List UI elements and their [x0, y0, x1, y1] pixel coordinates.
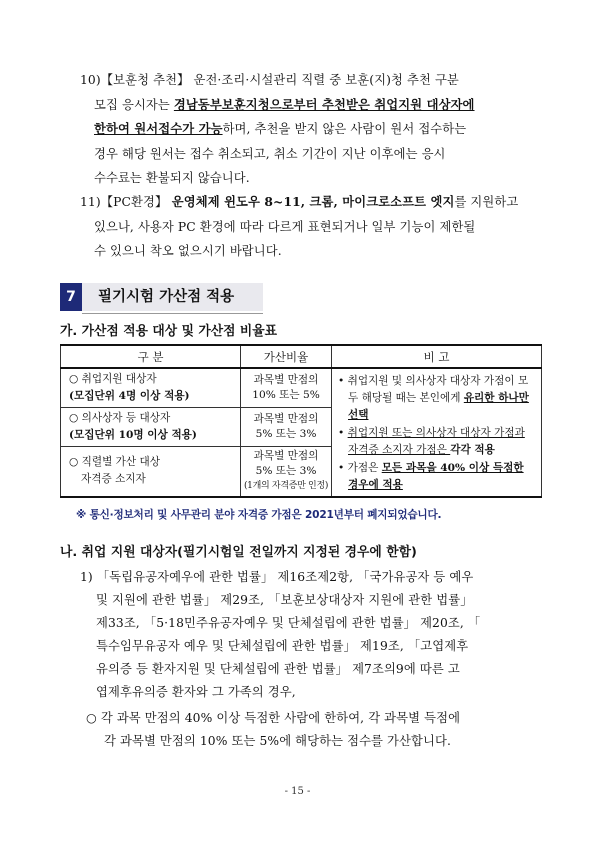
item-11-line-2: 있으나, 사용자 PC 환경에 따라 다르게 표현되거나 일부 기능이 제한될 — [94, 219, 476, 234]
rate-line: 과목별 만점의 — [253, 449, 319, 462]
item-11-line-3: 수 있으니 착오 없으시기 바랍니다. — [94, 244, 282, 258]
remark-emphasis: 유리한 하나만 선택 — [348, 392, 529, 421]
rate-line: 과목별 만점의 — [253, 412, 319, 425]
item-11 — [80, 190, 542, 264]
rate-line: 5% 또는 3% — [255, 464, 317, 477]
table-header-category: 구 분 — [61, 345, 241, 368]
subsection-b-title: 나. 취업 지원 대상자(필기시험일 전일까지 지정된 경우에 한함) — [60, 545, 417, 560]
remark-note: • 취업지원 또는 의사상자 대상자 가점과 자격증 소지자 가점은 각각 적용 — [338, 427, 525, 456]
remark-note: • 취업지원 및 의사상자 대상자 가점이 모두 해당될 때는 본인에게 유리한 하나만 선택 — [338, 375, 529, 421]
page-number: - 15 - — [284, 786, 311, 797]
table-cell-rate — [241, 407, 332, 446]
law-line: 「독립유공자예우에 관한 법률」 제16조제2항, 「국가유공자 등 예우 — [96, 570, 474, 584]
rate-line: (1개의 자격증만 인정) — [243, 480, 329, 491]
law-line: 제33조, 「5·18민주유공자예우 및 단체설립에 관한 법률」 제20조, 「 — [96, 616, 481, 630]
law-item-number: 1) — [80, 570, 93, 584]
item-10-line-3a: 한하여 원서접수가 가능 — [94, 121, 223, 136]
item-10-line-4: 경우 해당 원서는 접수 취소되고, 취소 기간이 지난 이후에는 응시 — [94, 146, 446, 161]
table-header-remarks: 비 고 — [332, 345, 542, 368]
section-number: 7 — [60, 283, 82, 311]
section-heading — [60, 283, 263, 311]
category-line: (모집단위 4명 이상 적용) — [69, 389, 190, 402]
remark-emphasis: 각각 적용 — [450, 444, 495, 456]
table-cell-category — [61, 407, 241, 446]
item-10-line-2a: 모집 응시자는 — [94, 97, 174, 112]
category-line: ○ 취업지원 대상자 — [69, 372, 157, 385]
table-row — [61, 368, 542, 407]
category-line: ○ 직렬별 가산 대상 — [69, 456, 160, 469]
item-10-tag: 【보훈청 추천】 — [100, 73, 190, 87]
circle-item — [86, 707, 548, 753]
item-10-line-1: 운전·조리·시설관리 직렬 중 보훈(지)청 추천 구분 — [189, 73, 459, 87]
circle-line: ○ 각 과목 만점의 40% 이상 득점한 사람에 한하여, 각 과목별 득점에 — [86, 711, 461, 725]
item-10-number: 10) — [80, 73, 101, 87]
table-cell-rate — [241, 446, 332, 497]
circle-line: 각 과목별 만점의 10% 또는 5%에 해당하는 점수를 가산합니다. — [104, 734, 451, 748]
notice-text: ※ 통신·정보처리 및 사무관리 분야 자격증 가점은 2021년부터 폐지되었습니다. — [76, 509, 442, 521]
table-header-rate: 가산비율 — [241, 345, 332, 368]
remark-text: 취업지원 및 의사상자 대상자 가점이 모두 해당될 때는 본인에게 — [347, 375, 529, 404]
table-cell-remarks — [332, 368, 542, 497]
remark-text: 취업지원 또는 의사상자 대상자 가점과 자격증 소지자 가점은 — [347, 427, 525, 456]
table-header-row — [61, 345, 542, 368]
remark-text: 가점은 — [347, 462, 382, 474]
item-11-line-1a: 운영체제 윈도우 8~11, 크롬, 마이크로소프트 엣지 — [167, 194, 455, 209]
item-10-line-5: 수수료는 환불되지 않습니다. — [94, 171, 250, 185]
rate-line: 과목별 만점의 — [253, 373, 319, 386]
item-10-line-3b: 하며, 추천을 받지 않은 사람이 원서 접수하는 — [222, 122, 467, 136]
bonus-points-table — [60, 344, 542, 498]
category-line: ○ 의사상자 등 대상자 — [69, 411, 171, 424]
table-cell-category — [61, 368, 241, 407]
rate-line: 5% 또는 3% — [255, 427, 317, 440]
category-line: 자격증 소지자 — [81, 473, 146, 486]
remark-note: • 가점은 모든 과목을 40% 이상 득점한 경우에 적용 — [338, 462, 524, 491]
table-cell-rate — [241, 368, 332, 407]
category-line: (모집단위 10명 이상 적용) — [69, 428, 197, 441]
item-10 — [80, 68, 542, 191]
subsection-a-title: 가. 가산점 적용 대상 및 가산점 비율표 — [60, 324, 278, 339]
law-line: 유의증 등 환자지원 및 단체설립에 관한 법률」 제7조의9에 따른 고 — [96, 662, 460, 676]
table-cell-category — [61, 446, 241, 497]
remark-emphasis: 모든 과목을 40% 이상 득점한 경우에 적용 — [348, 462, 524, 491]
rate-line: 10% 또는 5% — [252, 388, 320, 401]
item-11-number: 11) — [80, 195, 101, 209]
item-10-line-2b: 경남동부보훈지청으로부터 추천받은 취업지원 대상자에 — [173, 96, 475, 112]
section-underline — [82, 313, 263, 314]
item-11-line-1b: 를 지원하고 — [454, 195, 519, 209]
law-item — [80, 566, 545, 704]
item-11-tag: 【PC환경】 — [100, 195, 168, 209]
section-title: 필기시험 가산점 적용 — [82, 283, 263, 311]
law-line: 특수임무유공자 예우 및 단체설립에 관한 법률」 제19조, 「고엽제후 — [96, 639, 469, 653]
law-line: 및 지원에 관한 법률」 제29조, 「보훈보상대상자 지원에 관한 법률」 — [96, 593, 473, 607]
law-line: 엽제후유의증 환자와 그 가족의 경우, — [96, 685, 296, 699]
